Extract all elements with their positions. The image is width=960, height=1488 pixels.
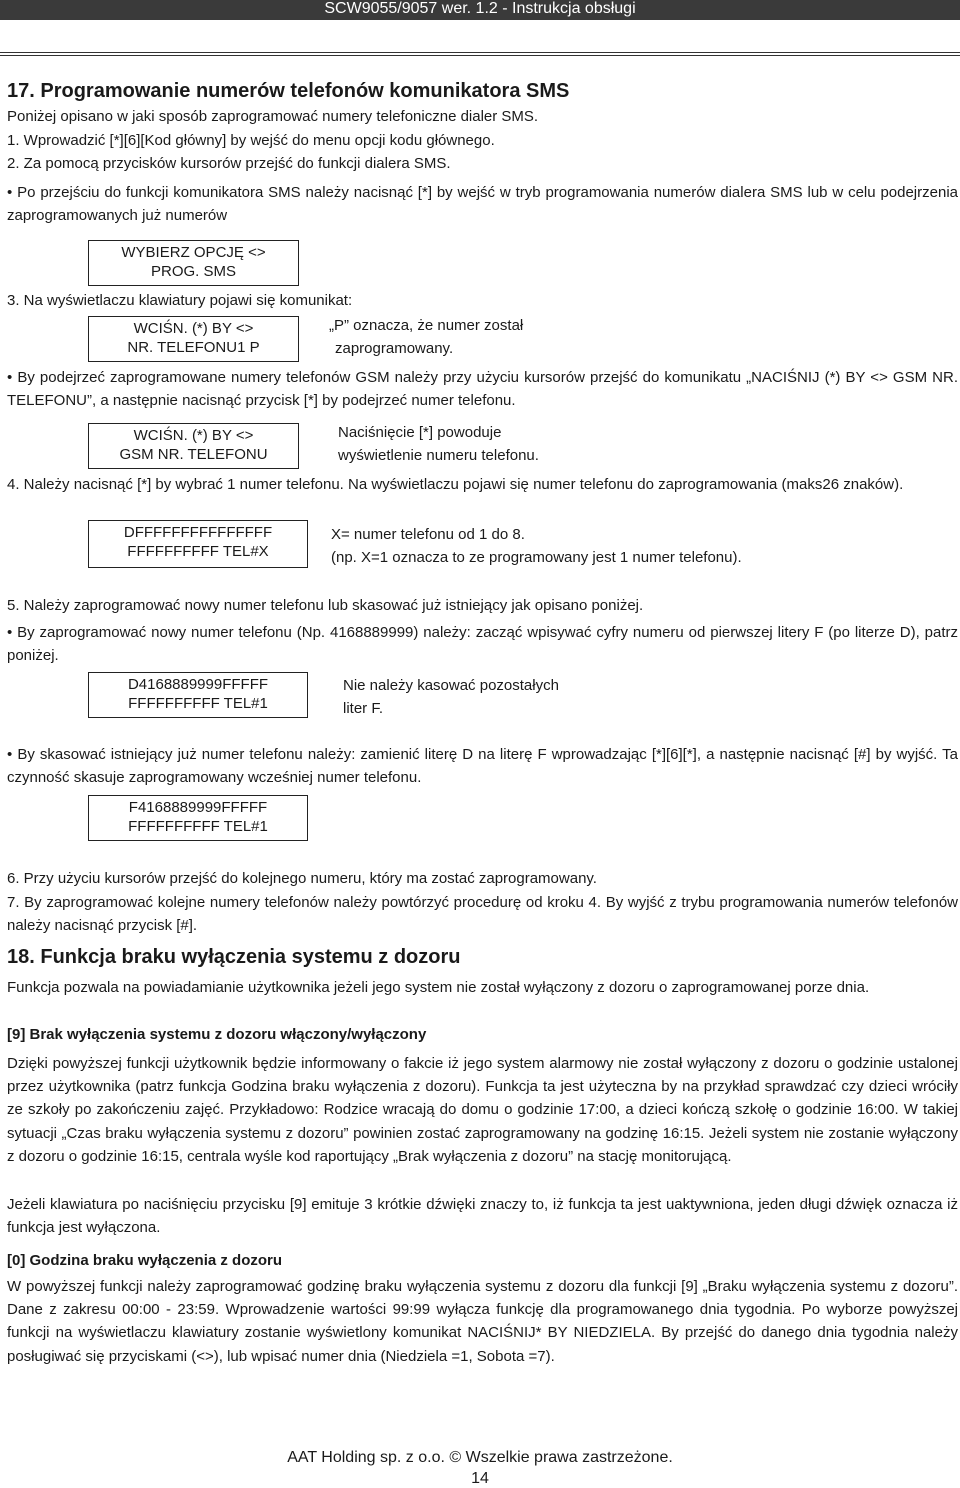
- note-3: [338, 421, 539, 467]
- subsection-9-paragraph-1: Dzięki powyższej funkcji użytkownik będzie informowany o fakcie iż jego system alarmowy nie został wyłączony z dozoru o godzinie ustalonej przez użytkownika (patrz funkcja Godzina braku wyłączenia z dozoru). Funkcja ta jest użyteczna by na przykład sprawdzać czy dzieci wróciły ze szkoły po zakończeniu zajęć. Przykładowo: Rodzice wracają do domu o godzinie 17:00, a dzieci kończą szkołę o godzinie 16:00. W takiej sytuacji „Czas braku wyłączenia systemu z dozoru” powinien zostać zaprogramowany na godzinę 16:15. Jeżeli system nie zostanie wyłączony z dozoru o godzinie 16:15, centrala wyśle kod raportujący „Brak wyłączenia z dozoru” na stację monitorującą.: [7, 1055, 958, 1165]
- subsection-0-paragraph-1: W powyższej funkcji należy zaprogramować godzinę braku wyłączenia systemu z dozoru dla funkcji [9] „Braku wyłączenia systemu z dozoru”. Dane z zakresu 00:00 - 23:59. Wprowadzenie wartości 99:99 wyłącza funkcję dla programowanego dnia tygodnia. Po wyborze powyższej funkcji na wyświetlaczu klawiatury zostanie wyświetlony komunikat NACIŚNIJ* BY NIEDZIELA. By przejść do danego dnia tygodnia należy posługiwać się przyciskami (<>), lub wpisać numer dnia (Niedziela =1, Sobota =7).: [7, 1278, 958, 1365]
- note-5: [343, 674, 559, 720]
- step-3: 3. Na wyświetlaczu klawiatury pojawi się komunikat:: [7, 292, 353, 309]
- lcd-line: WCIŚN. (*) BY <>: [133, 427, 254, 444]
- lcd-display-2: [88, 316, 299, 362]
- lcd-line: GSM NR. TELEFONU: [119, 446, 268, 463]
- note-line: liter F.: [343, 700, 384, 717]
- lcd-display-3: [88, 423, 299, 469]
- section-17-heading: 17. Programowanie numerów telefonów komunikatora SMS: [7, 80, 570, 102]
- note-line: zaprogramowany.: [335, 340, 454, 357]
- lcd-line: F4168889999FFFFF: [128, 799, 268, 816]
- header-divider-2: [0, 55, 960, 56]
- subsection-0-heading: [0] Godzina braku wyłączenia z dozoru: [7, 1252, 283, 1269]
- note-2: [329, 314, 523, 360]
- note-line: „P” oznacza, że numer został: [329, 317, 524, 334]
- note-line: X= numer telefonu od 1 do 8.: [331, 526, 525, 543]
- bullet-4: • By skasować istniejący już numer telefonu należy: zamienić literę D na literę F wprowadzając [*][6][*], a następnie nacisnąć [#] by wyjść. Ta czynność skasuje zaprogramowany wcześniej numer telefonu.: [7, 746, 958, 787]
- bullet-3: • By zaprogramować nowy numer telefonu (Np. 4168889999) należy: zacząć wpisywać cyfry numeru od pierwszej litery F (po literze D), patrz poniżej.: [7, 624, 958, 665]
- lcd-line: NR. TELEFONU1 P: [127, 339, 260, 356]
- step-7: 7. By zaprogramować kolejne numery telefonów należy powtórzyć procedurę od kroku 4. By wyjść z trybu programowania numerów telefonów należy nacisnąć przycisk [#].: [7, 894, 958, 935]
- subsection-9-paragraph-2: Jeżeli klawiatura po naciśnięciu przycisku [9] emituje 3 krótkie dźwięki znaczy to, iż funkcja ta jest uaktywniona, jeden długi dźwięk oznacza iż funkcja jest wyłączona.: [7, 1196, 958, 1237]
- note-4: [331, 523, 742, 569]
- step-5: 5. Należy zaprogramować nowy numer telefonu lub skasować już istniejący jak opisano poniżej.: [7, 597, 644, 614]
- bullet-1: • Po przejściu do funkcji komunikatora SMS należy nacisnąć [*] by wejść w tryb programowania numerów dialera SMS lub w celu podejrzenia zaprogramowanych już numerów: [7, 184, 958, 225]
- lcd-display-1: [88, 240, 299, 286]
- subsection-9-heading: [9] Brak wyłączenia systemu z dozoru włączony/wyłączony: [7, 1026, 427, 1043]
- step-2: 2. Za pomocą przycisków kursorów przejść do funkcji dialera SMS.: [7, 155, 451, 172]
- lcd-line: DFFFFFFFFFFFFFFF: [123, 524, 273, 541]
- header-divider: [0, 52, 960, 53]
- section-18-intro: Funkcja pozwala na powiadamianie użytkownika jeżeli jego system nie został wyłączony z dozoru o zaprogramowanej porze dnia.: [7, 979, 870, 996]
- note-line: wyświetlenie numeru telefonu.: [338, 447, 539, 464]
- lcd-line: WCIŚN. (*) BY <>: [133, 320, 254, 337]
- lcd-line: FFFFFFFFFF TEL#X: [127, 543, 269, 560]
- lcd-line: PROG. SMS: [150, 263, 236, 280]
- note-line: (np. X=1 oznacza to ze programowany jest 1 numer telefonu).: [331, 549, 742, 566]
- lcd-display-5: [88, 672, 308, 718]
- lcd-line: FFFFFFFFFF TEL#1: [128, 695, 268, 712]
- section-17-intro: Poniżej opisano w jaki sposób zaprogramować numery telefoniczne dialer SMS.: [7, 108, 539, 125]
- note-line: Nie należy kasować pozostałych: [343, 677, 559, 694]
- lcd-display-4: [88, 520, 308, 568]
- lcd-line: FFFFFFFFFF TEL#1: [128, 818, 268, 835]
- step-4: 4. Należy nacisnąć [*] by wybrać 1 numer telefonu. Na wyświetlaczu pojawi się numer telefonu do zaprogramowania (maks26 znaków).: [7, 476, 904, 493]
- lcd-display-6: [88, 795, 308, 841]
- note-line: Naciśnięcie [*] powoduje: [338, 424, 502, 441]
- footer-company: AAT Holding sp. z o.o. © Wszelkie prawa zastrzeżone.: [287, 1449, 673, 1466]
- page-number: 14: [471, 1470, 489, 1487]
- step-1: 1. Wprowadzić [*][6][Kod główny] by wejść do menu opcji kodu głównego.: [7, 132, 495, 149]
- bullet-2: • By podejrzeć zaprogramowane numery telefonów GSM należy przy użyciu kursorów przejść do komunikatu „NACIŚNIJ (*) BY <> GSM NR. TELEFONU”, a następnie nacisnąć przycisk [*] by podejrzeć numer telefonu.: [7, 369, 958, 410]
- section-18-heading: 18. Funkcja braku wyłączenia systemu z dozoru: [7, 946, 461, 968]
- step-6: 6. Przy użyciu kursorów przejść do kolejnego numeru, który ma zostać zaprogramowany.: [7, 870, 597, 887]
- lcd-line: D4168889999FFFFF: [127, 676, 269, 693]
- page-header: SCW9055/9057 wer. 1.2 - Instrukcja obsługi: [0, 0, 960, 20]
- lcd-line: WYBIERZ OPCJĘ <>: [121, 244, 266, 261]
